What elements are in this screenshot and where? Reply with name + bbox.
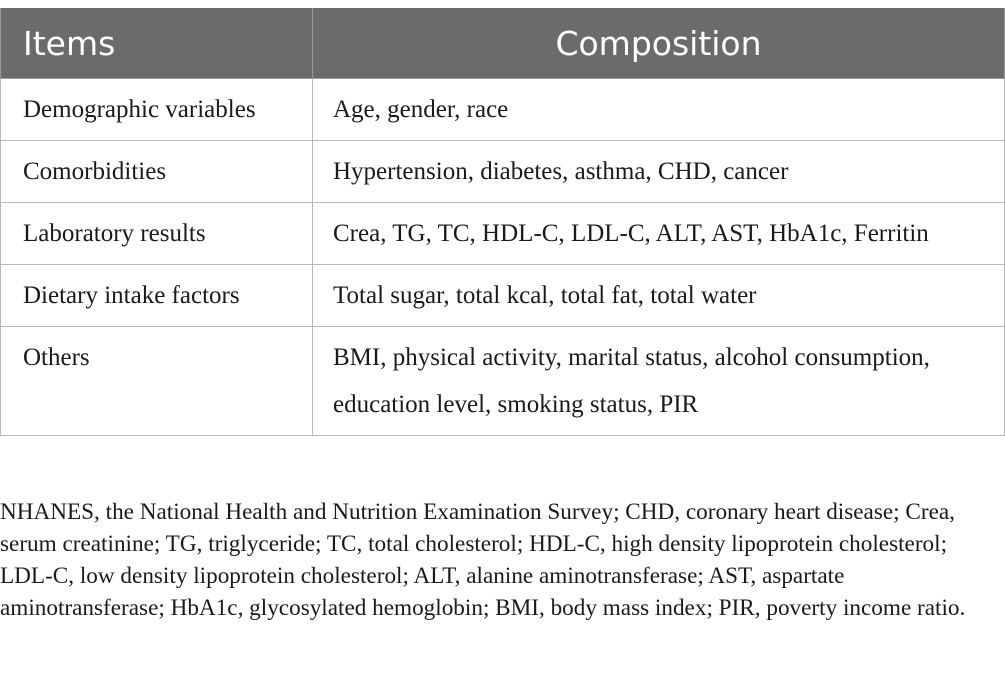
row-composition-cell: Total sugar, total kcal, total fat, total water — [313, 265, 1005, 327]
variables-table-container — [0, 8, 1005, 436]
row-item-cell: Comorbidities — [1, 141, 313, 203]
row-item-cell: Demographic variables — [1, 79, 313, 141]
row-composition-cell: Age, gender, race — [313, 79, 1005, 141]
table-row — [1, 203, 1005, 265]
row-item-cell: Others — [1, 327, 313, 436]
row-item-cell: Laboratory results — [1, 203, 313, 265]
row-composition-cell: Hypertension, diabetes, asthma, CHD, cancer — [313, 141, 1005, 203]
table-header-row — [1, 8, 1005, 79]
table-row — [1, 265, 1005, 327]
row-composition-cell: BMI, physical activity, marital status, alcohol consumption, education level, smoking status, PIR — [313, 327, 1005, 436]
table-footnote: NHANES, the National Health and Nutrition Examination Survey; CHD, coronary heart disease; Crea, serum creatinine; TG, triglyceride; TC, total cholesterol; HDL-C, high density lipoprotein cholesterol; LDL-C, low density lipoprotein cholesterol; ALT, alanine aminotransferase; AST, aspartate aminotransferase; HbA1c, glycosylated hemoglobin; BMI, body mass index; PIR, poverty income ratio. — [0, 499, 966, 621]
header-items: Items — [1, 8, 313, 79]
row-item-cell: Dietary intake factors — [1, 265, 313, 327]
header-composition: Composition — [313, 8, 1005, 79]
table-row — [1, 327, 1005, 436]
variables-table — [0, 8, 1005, 436]
row-composition-cell: Crea, TG, TC, HDL-C, LDL-C, ALT, AST, HbA1c, Ferritin — [313, 203, 1005, 265]
table-row — [1, 79, 1005, 141]
table-row — [1, 141, 1005, 203]
